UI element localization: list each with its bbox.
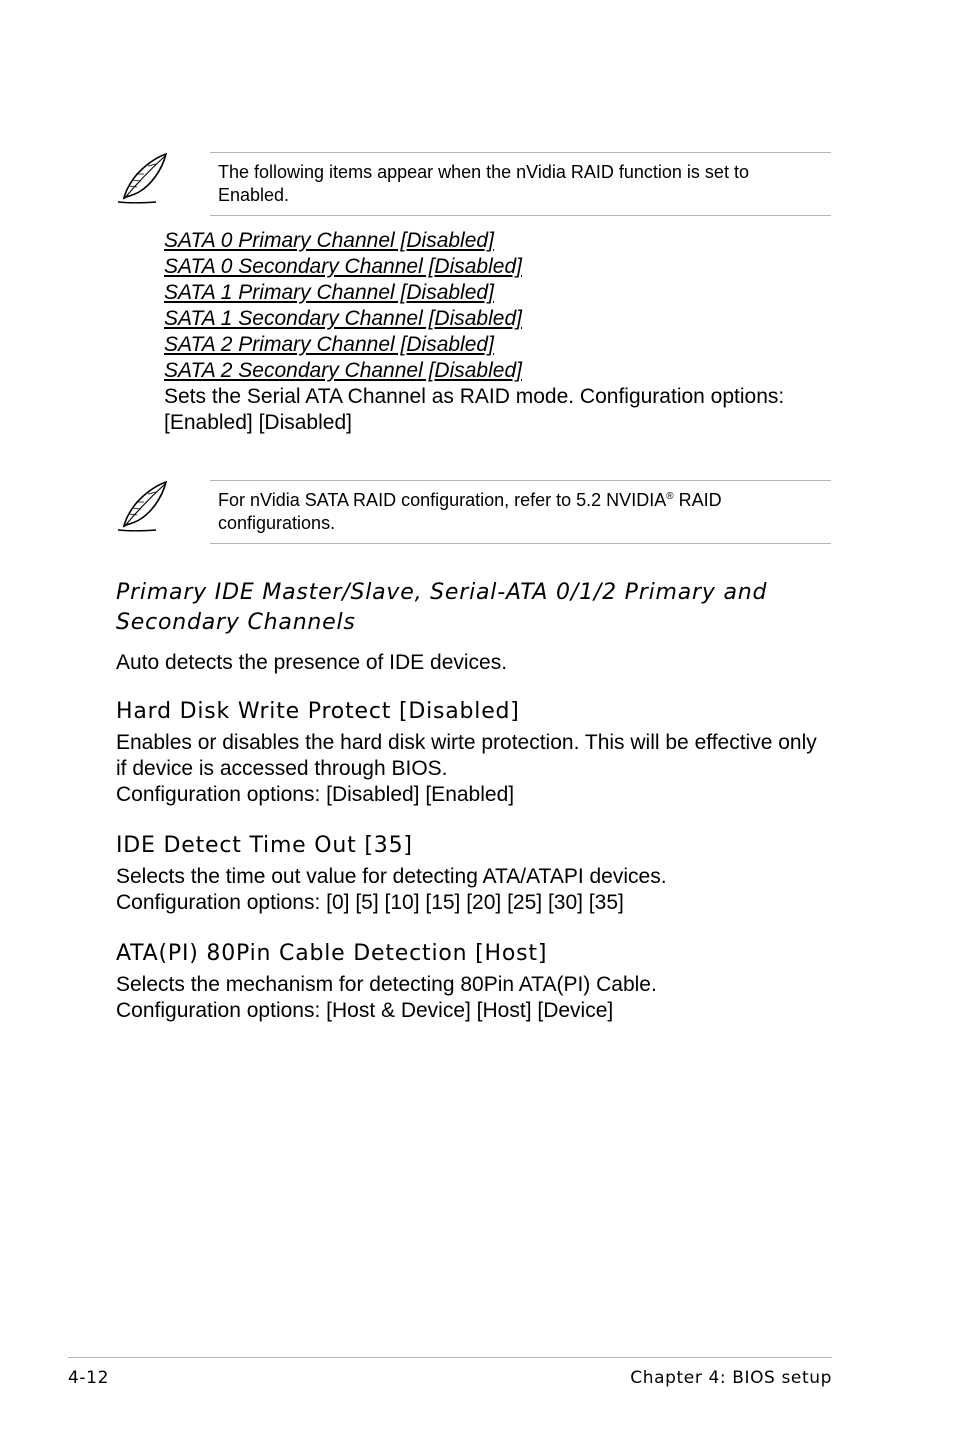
chapter-title: Chapter 4: BIOS setup [630, 1368, 832, 1388]
feather-quill-icon [116, 480, 172, 536]
note-text [218, 489, 818, 535]
ide-timeout-options: Configuration options: [0] [5] [10] [15] [20] [25] [30] [35] [116, 891, 624, 914]
note-bottom-rule [210, 543, 831, 544]
note-top-rule [210, 480, 831, 481]
option-sata0-primary: SATA 0 Primary Channel [Disabled] [164, 229, 494, 252]
note-text-main: For nVidia SATA RAID configuration, refer to 5.2 NVIDIA [218, 490, 667, 510]
ata-cable-heading: ATA(PI) 80Pin Cable Detection [Host] [116, 941, 548, 966]
sata-channel-options [164, 228, 824, 436]
registered-mark: ® [666, 491, 674, 502]
note-text-tail: RAID configurations. [218, 490, 722, 533]
option-sata2-secondary: SATA 2 Secondary Channel [Disabled] [164, 359, 522, 382]
note-text: The following items appear when the nVidia RAID function is set to Enabled. [218, 162, 749, 205]
feather-quill-icon [116, 152, 172, 208]
primary-ide-section [116, 578, 831, 676]
page-number: 4-12 [68, 1368, 109, 1388]
option-sata0-secondary: SATA 0 Secondary Channel [Disabled] [164, 255, 522, 278]
ide-timeout-heading: IDE Detect Time Out [35] [116, 833, 413, 858]
primary-ide-heading: Primary IDE Master/Slave, Serial-ATA 0/1/2 Primary and Secondary Channels [116, 580, 768, 635]
hdd-write-protect-options: Configuration options: [Disabled] [Enabled] [116, 783, 515, 806]
ata-cable-options: Configuration options: [Host & Device] [Host] [Device] [116, 999, 614, 1022]
ata-cable-section [116, 939, 831, 1024]
note-box-1 [116, 152, 831, 218]
sata-options-description: Sets the Serial ATA Channel as RAID mode. Configuration options: [Enabled] [Disabled] [164, 385, 785, 434]
option-sata1-secondary: SATA 1 Secondary Channel [Disabled] [164, 307, 522, 330]
hdd-write-protect-section [116, 697, 831, 808]
hdd-write-protect-description: Enables or disables the hard disk wirte protection. This will be effective only if device is accessed through BIOS. [116, 731, 817, 780]
option-sata1-primary: SATA 1 Primary Channel [Disabled] [164, 281, 494, 304]
note-top-rule [210, 152, 831, 153]
primary-ide-body: Auto detects the presence of IDE devices. [116, 651, 508, 674]
footer-rule [68, 1357, 832, 1358]
hdd-write-protect-heading: Hard Disk Write Protect [Disabled] [116, 699, 520, 724]
option-sata2-primary: SATA 2 Primary Channel [Disabled] [164, 333, 494, 356]
ata-cable-description: Selects the mechanism for detecting 80Pin ATA(PI) Cable. [116, 973, 657, 996]
note-bottom-rule [210, 215, 831, 216]
ide-timeout-section [116, 831, 831, 916]
ide-timeout-description: Selects the time out value for detecting ATA/ATAPI devices. [116, 865, 667, 888]
note-box-2 [116, 480, 831, 546]
